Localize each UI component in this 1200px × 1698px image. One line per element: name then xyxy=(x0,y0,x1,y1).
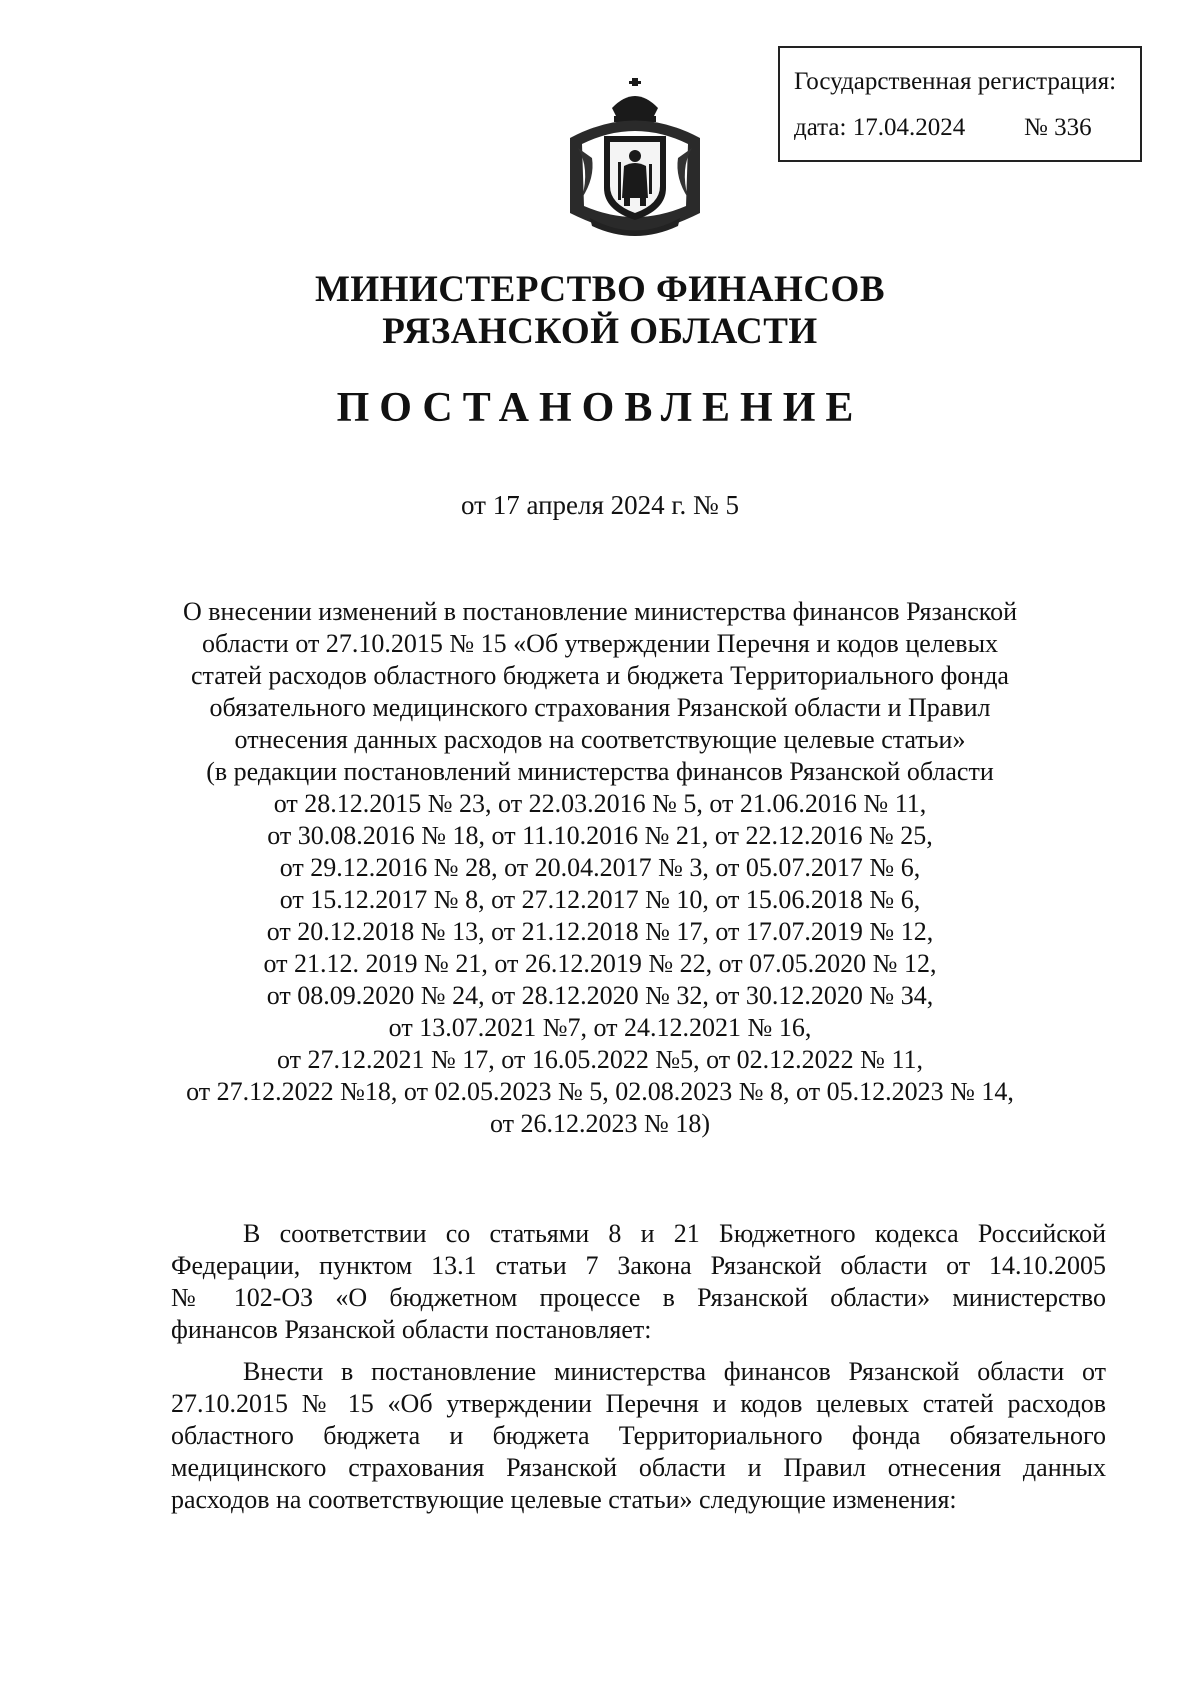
amendment-paragraph xyxy=(171,1356,1106,1516)
subject-line: от 15.12.2017 № 8, от 27.12.2017 № 10, от 15.06.2018 № 6, xyxy=(279,885,921,914)
subject-line: от 29.12.2016 № 28, от 20.04.2017 № 3, от 05.07.2017 № 6, xyxy=(279,853,921,882)
subject-line: О внесении изменений в постановление министерства финансов Рязанской xyxy=(182,597,1017,626)
document-date-number: от 17 апреля 2024 г. № 5 xyxy=(461,490,739,520)
preamble-paragraph xyxy=(171,1218,1106,1346)
subject-line: от 20.12.2018 № 13, от 21.12.2018 № 17, от 17.07.2019 № 12, xyxy=(266,917,934,946)
subject-line: от 08.09.2020 № 24, от 28.12.2020 № 32, от 30.12.2020 № 34, xyxy=(266,981,934,1010)
subject-line: (в редакции постановлений министерства финансов Рязанской области xyxy=(206,757,994,786)
registration-number: № 336 xyxy=(1024,114,1092,141)
ministry-name-line2: РЯЗАНСКОЙ ОБЛАСТИ xyxy=(382,311,818,352)
subject-line: от 13.07.2021 №7, от 24.12.2021 № 16, xyxy=(388,1013,812,1042)
document-subject xyxy=(150,596,1050,1140)
registration-title: Государственная регистрация: xyxy=(794,68,1117,95)
subject-line: от 28.12.2015 № 23, от 22.03.2016 № 5, от 21.06.2016 № 11, xyxy=(273,789,927,818)
subject-line: от 27.12.2021 № 17, от 16.05.2022 №5, от 02.12.2022 № 11, xyxy=(276,1045,923,1074)
subject-line: от 30.08.2016 № 18, от 11.10.2016 № 21, от 22.12.2016 № 25, xyxy=(267,821,933,850)
subject-line: от 21.12. 2019 № 21, от 26.12.2019 № 22, от 07.05.2020 № 12, xyxy=(263,949,937,978)
subject-line: статей расходов областного бюджета и бюджета Территориального фонда xyxy=(191,661,1009,690)
document-type-title: ПОСТАНОВЛЕНИЕ xyxy=(336,385,864,431)
registration-stamp xyxy=(778,46,1142,162)
paragraph-line: расходов на соответствующие целевые статьи» следующие изменения: xyxy=(171,1485,957,1514)
subject-line: области от 27.10.2015 № 15 «Об утверждении Перечня и кодов целевых xyxy=(201,629,999,658)
subject-line: от 26.12.2023 № 18) xyxy=(490,1109,710,1138)
ryazan-coat-of-arms-icon xyxy=(560,78,710,238)
ministry-name-line1: МИНИСТЕРСТВО ФИНАНСОВ xyxy=(314,269,886,310)
paragraph-line: Внести в постановление министерства финансов Рязанской области от xyxy=(243,1357,1106,1386)
paragraph-line: № 102-ОЗ «О бюджетном процессе в Рязанской области» министерство xyxy=(171,1283,1106,1312)
paragraph-line: 27.10.2015 № 15 «Об утверждении Перечня и кодов целевых статей расходов xyxy=(171,1389,1106,1418)
registration-date: дата: 17.04.2024 xyxy=(794,114,966,141)
paragraph-line: областного бюджета и бюджета Территориального фонда обязательного xyxy=(171,1421,1106,1450)
subject-line: отнесения данных расходов на соответствующие целевые статьи» xyxy=(234,725,966,754)
paragraph-line: медицинского страхования Рязанской области и Правил отнесения данных xyxy=(171,1453,1106,1482)
subject-line: от 27.12.2022 №18, от 02.05.2023 № 5, 02.08.2023 № 8, от 05.12.2023 № 14, xyxy=(186,1077,1014,1106)
subject-line: обязательного медицинского страхования Рязанской области и Правил xyxy=(209,693,991,722)
paragraph-line: Федерации, пунктом 13.1 статьи 7 Закона Рязанской области от 14.10.2005 xyxy=(171,1251,1106,1280)
paragraph-line: финансов Рязанской области постановляет: xyxy=(171,1315,652,1344)
paragraph-line: В соответствии со статьями 8 и 21 Бюджетного кодекса Российской xyxy=(243,1219,1106,1248)
